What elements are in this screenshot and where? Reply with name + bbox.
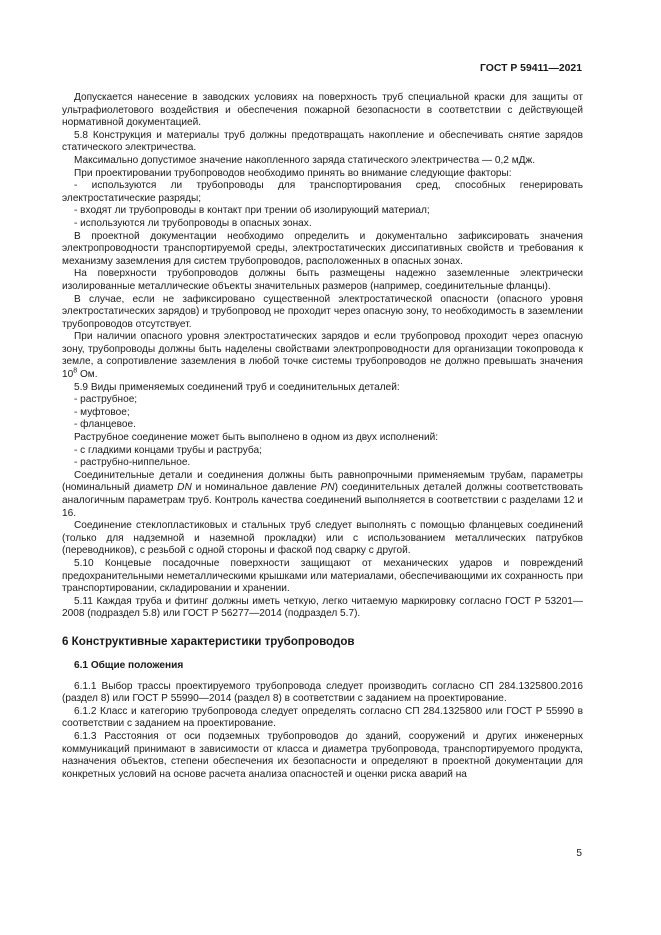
paragraph-5-8: 5.8 Конструкция и материалы труб должны предотвращать накопление и обеспечивать снятие зарядов статического электричества.	[62, 129, 583, 154]
page-number: 5	[576, 848, 582, 859]
text-run: Ом.	[77, 369, 98, 381]
list-item: - с гладкими концами трубы и раструба;	[74, 444, 262, 456]
document-id-header: ГОСТ Р 59411—2021	[480, 63, 582, 74]
list-item: - используются ли трубопроводы в опасных зонах.	[74, 217, 312, 229]
paragraph-6-1-1: 6.1.1 Выбор трассы проектируемого трубопровода следует производить согласно СП 284.1325800.2016 (раздел 8) или ГОСТ Р 55990—2014 (раздел 8) в соответствии с заданием на проектирование.	[62, 680, 583, 705]
italic-pn: PN	[320, 482, 335, 494]
text-run: и номинальное давление	[191, 482, 321, 494]
paragraph-5-9: 5.9 Виды применяемых соединений труб и соединительных деталей:	[74, 381, 400, 393]
superscript-exponent: 8	[73, 367, 78, 375]
paragraph: Допускается нанесение в заводских условиях на поверхность труб специальной краски для защиты от ультрафиолетового воздействия и обеспечения пожарной безопасности в соответствии с действующей нормативной документацией.	[62, 92, 583, 129]
paragraph: Раструбное соединение может быть выполнено в одном из двух исполнений:	[74, 432, 439, 444]
text-run: ) соединительных деталей должны соответствовать аналогичным параметрам труб. Контроль качества соединений выполняется в соответствии с разделами 12 и 16.	[62, 482, 583, 519]
section-heading-6: 6 Конструктивные характеристики трубопроводов	[62, 634, 355, 648]
list-item: - раструбно-ниппельное.	[74, 457, 191, 469]
page-body	[62, 92, 583, 781]
text-run: Соединительные детали и соединения должны быть равнопрочными применяемым трубам, параметры (номинальный диаметр	[62, 469, 583, 494]
paragraph-dn-pn	[62, 470, 583, 520]
paragraph-resistance	[62, 331, 583, 381]
paragraph-6-1-2: 6.1.2 Класс и категорию трубопровода следует определять согласно СП 284.1325800 или ГОСТ Р 55990 в соответствии с заданием на проектирование.	[62, 705, 583, 730]
paragraph: Соединение стеклопластиковых и стальных труб следует выполнять с помощью фланцевых соединений (только для надземной и наземной прокладки) или с использованием металлических патрубков (переводников), с резьбой с одной стороны и фаской под сварку с другой.	[62, 520, 583, 557]
list-item: - входят ли трубопроводы в контакт при трении об изолирующий материал;	[74, 205, 430, 217]
paragraph-5-10: 5.10 Концевые посадочные поверхности защищают от механических ударов и повреждений предохранительными неметаллическими крышками или материалами, обеспечивающими их сохранность при транспортировании, складировании и хранении.	[62, 557, 583, 595]
paragraph: В проектной документации необходимо определить и документально зафиксировать значения электропроводности транспортируемой среды, электростатических диссипативных свойств и требования к механизму заземления для систем трубопроводов, расположенных в опасных зонах.	[62, 230, 583, 267]
paragraph: Максимально допустимое значение накопленного заряда статического электричества — 0,2 мДж.	[74, 154, 536, 166]
paragraph-6-1-3: 6.1.3 Расстояния от оси подземных трубопроводов до зданий, сооружений и других инженерных коммуникаций принимают в зависимости от класса и диаметра трубопровода, транспортируемого продукта, назначения объектов, степени обеспечения их безопасности и определяют в проектной документации для конкретных условий на основе расчета анализа опасностей и оценки риска аварий на	[62, 730, 583, 780]
subsection-heading-6-1: 6.1 Общие положения	[74, 659, 184, 671]
text-run: При наличии опасного уровня электростатических зарядов и если трубопровод проходит через опасную зону, трубопроводы должны быть наделены свойствами электропроводности для организации токопровода к земле, а сопротивление заземления в любой точке системы трубопроводов не должно превышать значения 10	[62, 331, 583, 381]
paragraph-5-11: 5.11 Каждая труба и фитинг должны иметь четкую, легко читаемую маркировку согласно ГОСТ Р 53201—2008 (подраздел 5.8) или ГОСТ Р 56277—2014 (подраздел 5.7).	[62, 595, 583, 620]
list-item: - используются ли трубопроводы для транспортирования сред, способных генерировать электростатические разряды;	[62, 180, 583, 204]
paragraph: В случае, если не зафиксировано существенной электростатической опасности (опасного уровня электростатических зарядов) и трубопровод не проходит через опасную зону, то необходимость в заземлении трубопроводов отсутствует.	[62, 293, 583, 330]
paragraph: На поверхности трубопроводов должны быть размещены надежно заземленные электрически изолированные металлические объекты значительных размеров (например, соединительные фланцы).	[62, 268, 583, 292]
italic-dn: DN	[177, 482, 192, 494]
list-item: - муфтовое;	[74, 406, 130, 418]
list-item: - раструбное;	[74, 394, 138, 406]
paragraph: При проектировании трубопроводов необходимо принять во внимание следующие факторы:	[74, 167, 512, 179]
list-item: - фланцевое.	[74, 419, 136, 431]
